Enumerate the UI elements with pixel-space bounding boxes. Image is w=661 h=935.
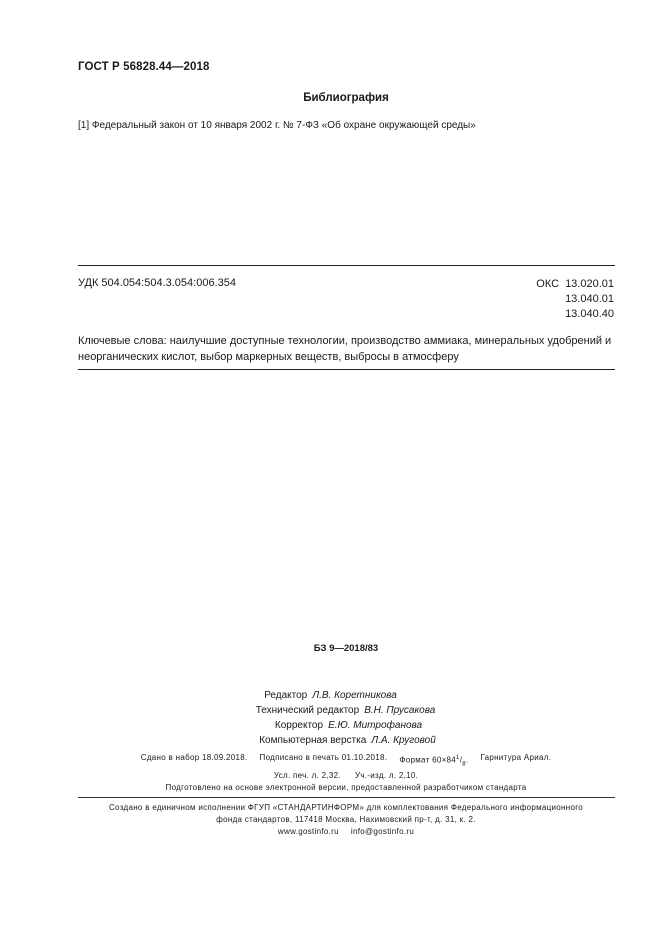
divider-bottom: [78, 369, 615, 370]
prepared-note: Подготовлено на основе электронной версии, предоставленной разработчиком стандарта: [165, 783, 527, 793]
paper-format: Формат $60\times 84^1/_8$.: [399, 755, 469, 768]
print-info: [0, 752, 661, 794]
staff-name: В.Н. Прусакова: [364, 705, 436, 716]
bibliography-title: Библиография: [303, 92, 389, 104]
udk-code: УДК 504.054:504.3.054:006.354: [78, 277, 236, 289]
website-link[interactable]: www.gostinfo.ru: [277, 827, 339, 836]
divider-top: [78, 265, 615, 266]
typeset-date: Сдано в набор 18.09.2018.: [140, 753, 248, 762]
staff-list: [0, 688, 661, 748]
footer-line-1: Создано в единичном исполнении ФГУП «СТАНДАРТИНФОРМ» для комплектования Федерального информационного: [108, 803, 584, 812]
staff-role: Корректор: [274, 720, 324, 731]
keywords-text: Ключевые слова: наилучшие доступные технологии, производство аммиака, минеральных удобрений и неорганических кислот, выбор маркерных веществ, выбросы в атмосферу: [78, 335, 612, 363]
footer-line-2: фонда стандартов, 117418 Москва, Нахимовский пр-т, д. 31, к. 2.: [216, 815, 476, 824]
print-sheets: Усл. печ. л. 2,32.: [273, 771, 341, 781]
oks-codes: [536, 277, 614, 322]
oks-label: ОКС: [536, 278, 560, 290]
typeface: Гарнитура Ариал.: [480, 753, 552, 762]
publisher-footer: [0, 802, 661, 838]
staff-role: Технический редактор: [255, 705, 360, 716]
document-header: ГОСТ Р 56828.44—2018: [78, 61, 210, 73]
oks-code: 13.040.01: [565, 293, 614, 305]
publish-sheets: Уч.-изд. л. 2,10.: [354, 771, 419, 781]
staff-role: Компьютерная верстка: [259, 735, 367, 746]
signed-date: Подписано в печать 01.10.2018.: [259, 753, 388, 762]
bibliography-reference: [1] Федеральный закон от 10 января 2002 г. № 7-ФЗ «Об охране окружающей среды»: [78, 120, 476, 131]
bulletin-number: БЗ 9—2018/83: [313, 643, 379, 654]
staff-name: Л.А. Круговой: [371, 735, 436, 746]
staff-name: Л.В. Коретникова: [312, 690, 397, 701]
oks-code: 13.020.01: [565, 278, 614, 290]
staff-role: Редактор: [264, 690, 308, 701]
oks-code: 13.040.40: [565, 308, 614, 320]
email-link[interactable]: info@gostinfo.ru: [350, 827, 415, 836]
footer-divider: [78, 797, 615, 798]
staff-name: Е.Ю. Митрофанова: [328, 720, 423, 731]
